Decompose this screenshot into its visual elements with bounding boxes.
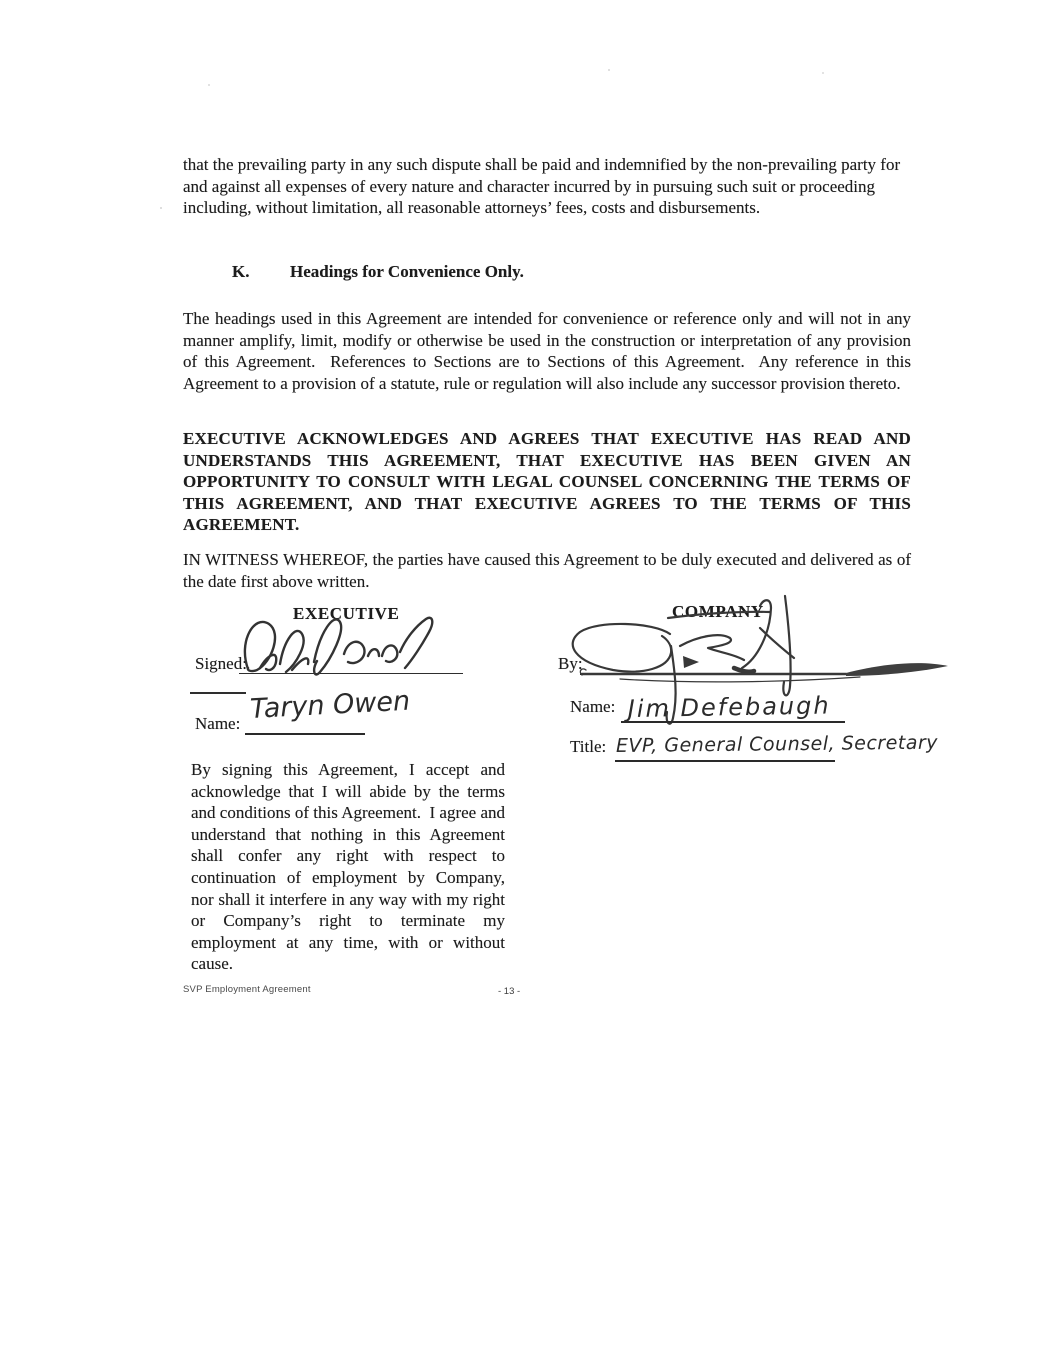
- company-signature-line: [580, 673, 846, 675]
- paragraph-headings-convenience: The headings used in this Agreement are intended for convenience or reference only and will not in any manner amplify, limit, modify or otherwise be used in the construction or interpretation of any provision of this Agreement. References to Sections are to Sections of this Agreement. Any reference in this Agreement to a provision of a statute, rule or regulation will also include any successor provision thereto.: [183, 309, 916, 393]
- section-k-title: Headings for Convenience Only.: [290, 262, 524, 281]
- company-name-handwriting: Jim Defebaugh: [627, 691, 831, 723]
- company-column-heading: COMPANY: [672, 602, 764, 621]
- section-k-heading: [232, 262, 524, 282]
- section-k-number: K.: [232, 262, 250, 281]
- company-title-handwriting: EVP, General Counsel, Secretary: [615, 731, 939, 757]
- footer-document-title: SVP Employment Agreement: [183, 984, 311, 995]
- scan-speck: [208, 84, 210, 86]
- company-title-line: [615, 760, 835, 762]
- company-title-label: Title:: [570, 737, 607, 756]
- executive-name-line: [245, 733, 365, 735]
- executive-name-handwriting: Taryn Owen: [249, 685, 411, 725]
- paragraph-executive-acknowledgement: EXECUTIVE ACKNOWLEDGES AND AGREES THAT EXECUTIVE HAS READ AND UNDERSTANDS THIS AGREEMENT, THAT EXECUTIVE HAS BEEN GIVEN AN OPPORTUNITY TO CONSULT WITH LEGAL COUNSEL CONCERNING THE TERMS OF THIS AGREEMENT, AND THAT EXECUTIVE AGREES TO THE TERMS OF THIS AGREEMENT.: [183, 429, 916, 535]
- by-label: By:: [558, 654, 583, 673]
- footer-page-number: - 13 -: [498, 986, 521, 997]
- company-name-label: Name:: [570, 697, 616, 716]
- executive-signature-line: [239, 673, 463, 674]
- executive-column-heading: EXECUTIVE: [293, 604, 400, 623]
- executive-name-label: Name:: [195, 714, 241, 733]
- paragraph-in-witness-whereof: IN WITNESS WHEREOF, the parties have caused this Agreement to be duly executed and delivered as of the date first above written.: [183, 550, 916, 591]
- short-rule-line: [190, 692, 246, 694]
- paragraph-prevailing-party: that the prevailing party in any such dispute shall be paid and indemnified by the non-prevailing party for and against all expenses of every nature and character incurred by in pursuing such suit or proceeding including, without limitation, all reasonable attorneys’ fees, costs and disbursements.: [183, 155, 905, 218]
- paragraph-by-signing: By signing this Agreement, I accept and acknowledge that I will abide by the terms and conditions of this Agreement. I agree and understand that nothing in this Agreement shall confer any right with respect to continuation of employment by Company, nor shall it interfere in any way with my right or Company’s right to terminate my employment at any time, with or without cause.: [191, 760, 510, 974]
- signed-label: Signed:: [195, 654, 247, 673]
